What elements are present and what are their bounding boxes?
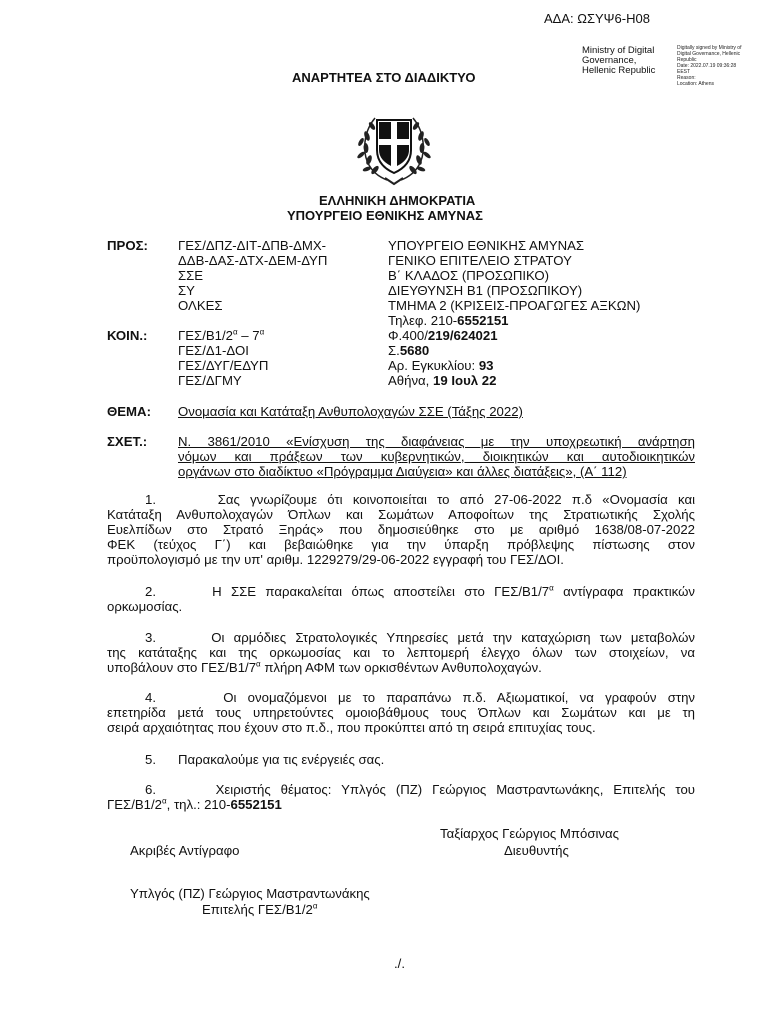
signature-org-line: Ministry of Digital	[582, 45, 655, 56]
signature-detail-line: Date: 2022.07.19 09:36:28	[677, 63, 737, 69]
signature-org-line: Governance,	[582, 55, 637, 66]
pros-recipient: ΓΕΣ/ΔΠΖ-ΔΙΤ-ΔΠΒ-ΔΜΧ-	[178, 238, 327, 253]
paragraph-line: σειρά αρχαιότητας που έχουν στο π.δ., που προκύπτει από τη σειρά επιτυχίας τους.	[107, 720, 596, 735]
subject-text: Ονομασία και Κατάταξη Ανθυπολοχαγών ΣΣΕ (Τάξης 2022)	[178, 404, 523, 419]
signature-detail-line: Digitally signed by Ministry of	[677, 45, 742, 51]
sender-block	[388, 238, 640, 388]
signer-title: Διευθυντής	[504, 843, 569, 858]
pros-recipient: ΣΣΕ	[178, 268, 204, 283]
pros-recipient: ΔΔΒ-ΔΑΣ-ΔΤΧ-ΔΕΜ-ΔΥΠ	[178, 253, 328, 268]
paragraph-5	[145, 752, 384, 767]
paragraph-line: 6. Χειριστής θέματος: Υπλγός (ΠΖ) Γεώργιος Μαστραντωνάκης, Επιτελής του	[145, 782, 695, 797]
copy-signer-title: Επιτελής ΓΕΣ/$B1/2^\alpha$	[202, 901, 318, 917]
reference-text	[178, 434, 695, 479]
paragraph-line: ορκωμοσίας.	[107, 599, 183, 614]
paragraph-line: επετηρίδα μετά τους υπηρετούντες ομοιοβάθμους τους Όπλων και Σωμάτων και με τη	[107, 705, 695, 720]
copy-signer-name: Υπλγός (ΠΖ) Γεώργιος Μαστραντωνάκης	[130, 886, 370, 901]
paragraph-line: 4. Οι ονομαζόμενοι με το παραπάνω π.δ. Αξιωματικοί, να γραφούν στην	[145, 690, 695, 705]
signature-detail-line: EEST	[677, 69, 691, 75]
sender-line: ΓΕΝΙΚΟ ΕΠΙΤΕΛΕΙΟ ΣΤΡΑΤΟΥ	[388, 253, 572, 268]
paragraph-4	[107, 690, 695, 735]
paragraph-2	[107, 584, 695, 614]
subject-label: ΘΕΜΑ:	[107, 404, 151, 419]
republic-heading: ΕΛΛΗΝΙΚΗ ΔΗΜΟΚΡΑΤΙΑ	[319, 193, 476, 208]
ada-number: ΑΔΑ: ΩΣΥΨ6-Η08	[544, 11, 650, 26]
koin-label: ΚΟΙΝ.:	[107, 328, 148, 343]
koin-list	[178, 328, 268, 388]
circular-number: Αρ. Εγκυκλίου: 93	[388, 358, 494, 373]
signature-detail-line: Republic	[677, 57, 697, 63]
signature-detail-line: Digital Governance, Hellenic	[677, 51, 741, 57]
paragraph-line: Κατάταξη Ανθυπολοχαγών Όπλων και Σωμάτων Αποφοίτων της Στρατιωτικής Σχολής	[107, 507, 695, 522]
paragraph-1	[107, 492, 695, 567]
greek-coat-of-arms-icon	[357, 106, 431, 186]
paragraph-line: 3. Οι αρμόδιες Στρατολογικές Υπηρεσίες μετά την καταχώριση των μεταβολών	[145, 630, 695, 645]
file-number: Φ.400/219/624021	[388, 328, 498, 343]
pros-recipient: ΣΥ	[178, 283, 195, 298]
koin-recipient: ΓΕΣ/$B1/2^\alpha - 7^\alpha$	[178, 327, 265, 343]
reference-line: Ν. 3861/2010 «Ενίσχυση της διαφάνειας με την υποχρεωτική ανάρτηση	[178, 434, 695, 449]
reference-line: νόμων και πράξεων των κυβερνητικών, διοικητικών και αυτοδιοικητικών	[178, 449, 695, 464]
paragraph-line: ΓΕΣ/$B1/2^\alpha$, τηλ.: 210-6552151	[107, 796, 282, 812]
continuation-mark: ./.	[394, 956, 405, 971]
document-date: Αθήνα, 19 Ιουλ 22	[388, 373, 497, 388]
pros-label: ΠΡΟΣ:	[107, 238, 148, 253]
paragraph-line: 5. Παρακαλούμε για τις ενέργειές σας.	[145, 752, 385, 767]
reference-label: ΣΧΕΤ.:	[107, 434, 148, 449]
signature-detail-line: Reason:	[677, 75, 696, 81]
sender-phone: Τηλεφ. 210-6552151	[388, 313, 509, 328]
paragraph-6	[107, 782, 695, 812]
paragraph-line: προϋπολογισμό με την υπ' αριθμ. 1229279/29-06-2022 εγγραφή του ΓΕΣ/ΔΟΙ.	[107, 552, 564, 567]
signature-details	[677, 45, 741, 87]
pros-list	[178, 238, 327, 313]
ministry-heading: ΥΠΟΥΡΓΕΙΟ ΕΘΝΙΚΗΣ ΑΜΥΝΑΣ	[287, 208, 483, 223]
sender-line: ΥΠΟΥΡΓΕΙΟ ΕΘΝΙΚΗΣ ΑΜΥΝΑΣ	[388, 238, 585, 253]
koin-recipient: ΓΕΣ/Δ1-ΔΟΙ	[178, 343, 249, 358]
signature-org	[582, 46, 655, 76]
paragraph-line: 2. Η ΣΣΕ παρακαλείται όπως αποστείλει στο ΓΕΣ/$B1/7^\alpha$ αντίγραφα πρακτικών	[145, 583, 695, 599]
pros-recipient: ΟΛΚΕΣ	[178, 298, 223, 313]
sender-line: ΔΙΕΥΘΥΝΣΗ Β1 (ΠΡΟΣΩΠΙΚΟΥ)	[388, 283, 583, 298]
paragraph-line: ΦΕΚ (τεύχος Γ΄) και βεβαιώθηκε για την ύπαρξη πρόβλεψης πίστωσης στον	[107, 537, 695, 552]
koin-recipient: ΓΕΣ/ΔΥΓ/ΕΔΥΠ	[178, 358, 269, 373]
signer-name: Ταξίαρχος Γεώργιος Μπόσινας	[440, 826, 619, 841]
paragraph-line: υποβάλουν στο ΓΕΣ/$B1/7^\alpha$ πλήρη ΑΦΜ των ορκισθέντων Ανθυπολοχαγών.	[107, 659, 542, 675]
koin-recipient: ΓΕΣ/ΔΓΜΥ	[178, 373, 242, 388]
reference-line: οργάνων στο διαδίκτυο «Πρόγραμμα Διαύγεια» και άλλες διατάξεις», (Α΄ 112)	[178, 464, 627, 479]
paragraph-line: της κατάταξης και της ορκωμοσίας και το λεπτομερή έλεγχο όλων των στοιχείων, να	[107, 645, 695, 660]
sigma-number: Σ.5680	[388, 343, 430, 358]
paragraph-line: 1. Σας γνωρίζουμε ότι κοινοποιείται το από 27-06-2022 π.δ «Ονομασία και	[145, 492, 695, 507]
true-copy-label: Ακριβές Αντίγραφο	[130, 843, 240, 858]
paragraph-3	[107, 630, 695, 675]
signature-org-line: Hellenic Republic	[582, 65, 656, 76]
post-notice: ΑΝΑΡΤΗΤΕΑ ΣΤΟ ΔΙΑΔΙΚΤΥΟ	[292, 70, 476, 85]
sender-line: Β΄ ΚΛΑΔΟΣ (ΠΡΟΣΩΠΙΚΟ)	[388, 268, 550, 283]
signature-detail-line: Location: Athens	[677, 81, 714, 87]
paragraph-line: Ευελπίδων στο Στρατό Ξηράς» που δημοσιεύθηκε στο με αριθμό 1638/08-07-2022	[107, 522, 695, 537]
sender-line: ΤΜΗΜΑ 2 (ΚΡΙΣΕΙΣ-ΠΡΟΑΓΩΓΕΣ ΑΞΚΩΝ)	[388, 298, 641, 313]
